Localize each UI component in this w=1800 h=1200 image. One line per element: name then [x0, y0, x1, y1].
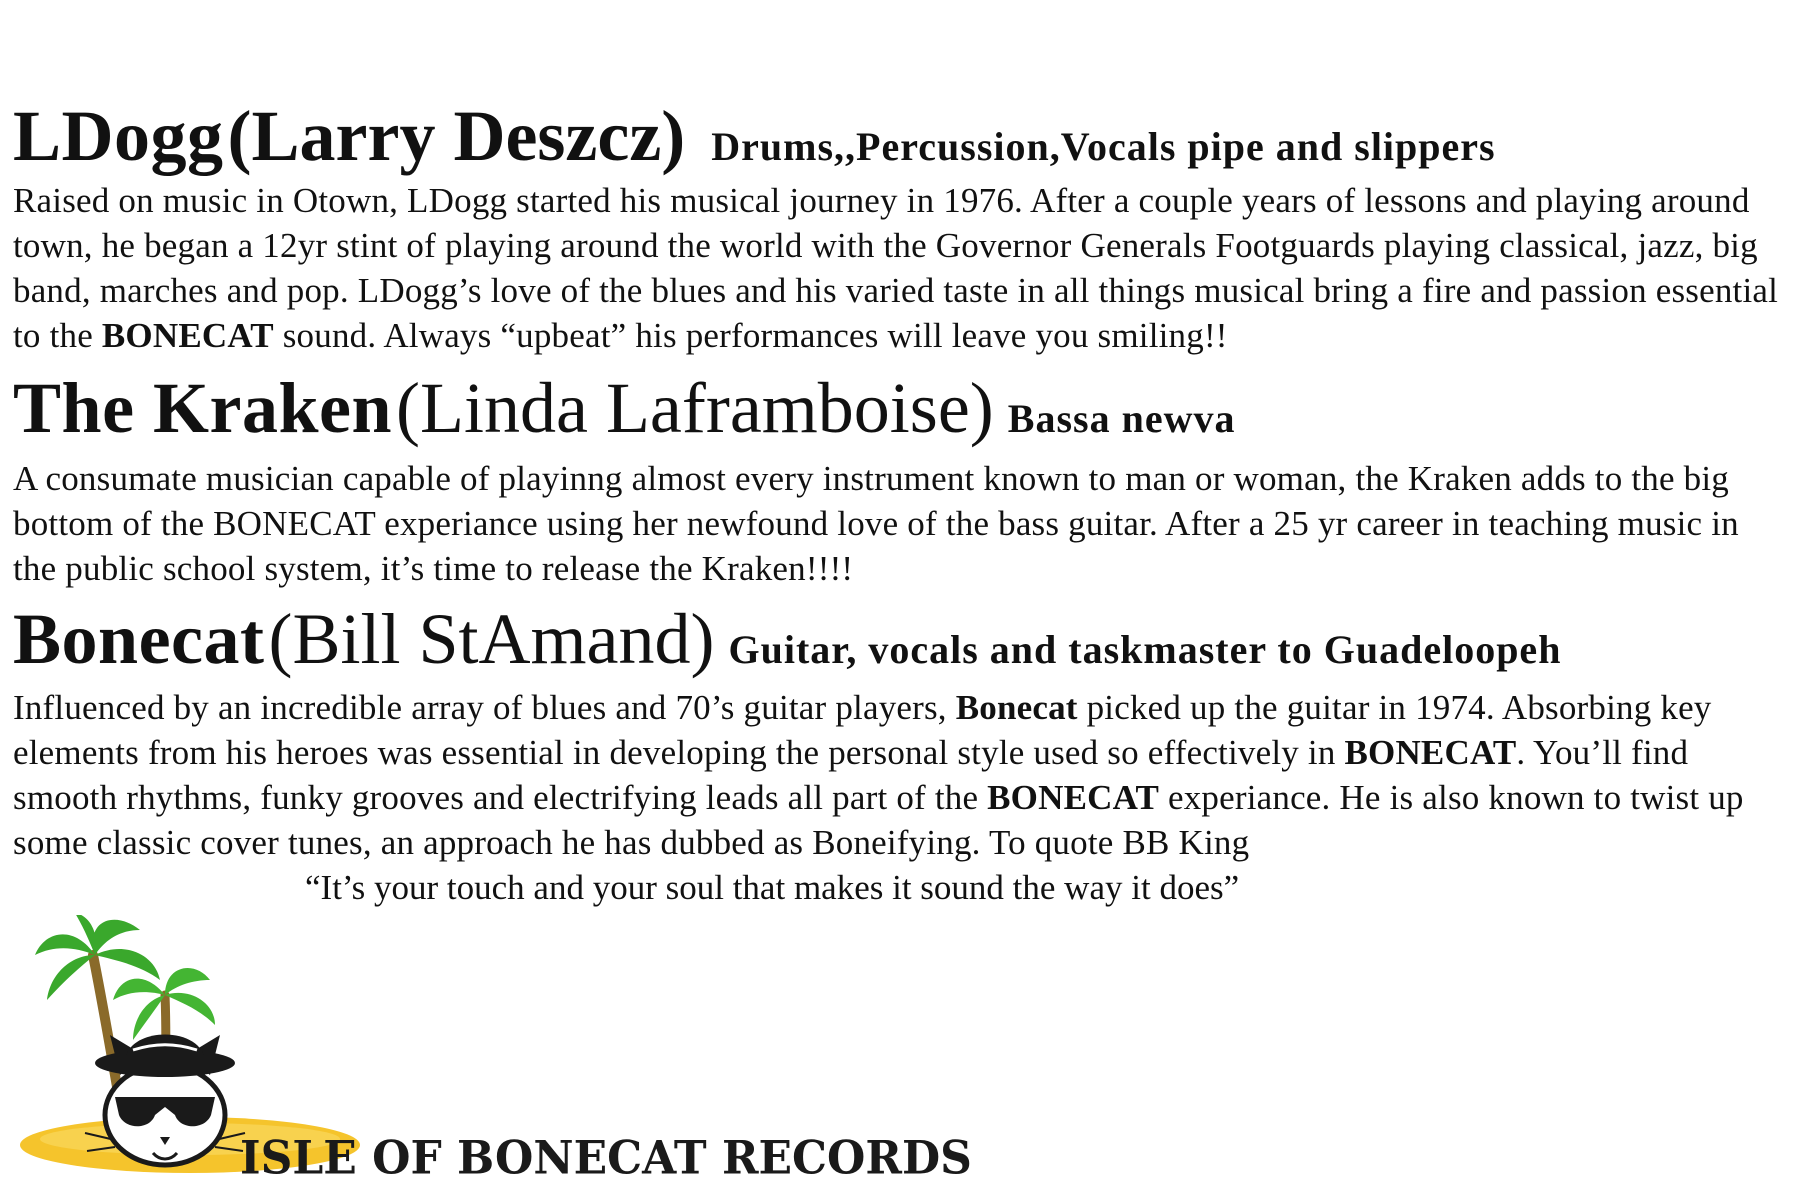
member-kraken [13, 368, 1783, 591]
member-role: Guitar, vocals and taskmaster to Guadeloopeh [728, 627, 1562, 672]
bio-text: experiance. He is also known to twist up some classic cover tunes, an approach he has dubbed as Boneifying. To quote BB King [13, 778, 1744, 862]
member-bio [13, 178, 1783, 358]
member-role: Drums,,Percussion,Vocals pipe and slippers [711, 124, 1496, 169]
isle-of-bonecat-logo [15, 915, 972, 1200]
bio-text-bold: BONECAT [101, 316, 274, 355]
member-real-name: (Bill StAmand) [268, 599, 715, 679]
bio-text: Raised on music in Otown, LDogg started his musical journey in 1976. After a couple years of lessons and playing around town, he began a 12yr stint of playing around the world with the Governor Generals Footguards playing classical, jazz, big band, marches and pop. LDogg’s love of the blues and his varied taste in all things musical bring a fire and passion essential to the [13, 181, 1779, 355]
member-nickname: The Kraken [13, 368, 393, 448]
bio-text-bold: BONECAT [1344, 733, 1517, 772]
member-nickname: LDogg [13, 96, 224, 176]
bio-text: Influenced by an incredible array of blues and 70’s guitar players, [13, 688, 956, 727]
member-ldogg [13, 96, 1783, 358]
bio-text: A consumate musician capable of playinng almost every instrument known to man or woman, the Kraken adds to the big bottom of the BONECAT experiance using her newfound love of the bass guitar. After a 25 yr career in teaching music in the public school system, it’s time to release the Kraken!!!! [13, 459, 1739, 588]
bio-text-bold: BONECAT [987, 778, 1160, 817]
bio-text: sound. Always “upbeat” his performances will leave you smiling!! [273, 316, 1228, 355]
member-nickname: Bonecat [13, 599, 265, 679]
bb-king-quote: “It’s your touch and your soul that makes it sound the way it does” [305, 868, 1240, 907]
bio-text-bold: Bonecat [955, 688, 1078, 727]
member-real-name: (Larry Deszcz) [227, 96, 686, 176]
member-bonecat [13, 599, 1783, 865]
member-heading [13, 368, 1783, 448]
member-bio [13, 685, 1783, 865]
member-real-name: (Linda Laframboise) [396, 368, 994, 448]
member-heading [13, 599, 1783, 679]
bio-text: picked up the guitar in 1974. Absorbing key elements from his heroes was essential in developing the personal style used so effectively in [13, 688, 1712, 772]
member-role: Bassa newva [1007, 396, 1236, 441]
logo-text: ISLE OF BONECAT RECORDS [240, 1131, 972, 1186]
bio-text: . You’ll find smooth rhythms, funky grooves and electrifying leads all part of the [13, 733, 1689, 817]
member-heading [13, 96, 1783, 176]
member-bio [13, 456, 1783, 591]
